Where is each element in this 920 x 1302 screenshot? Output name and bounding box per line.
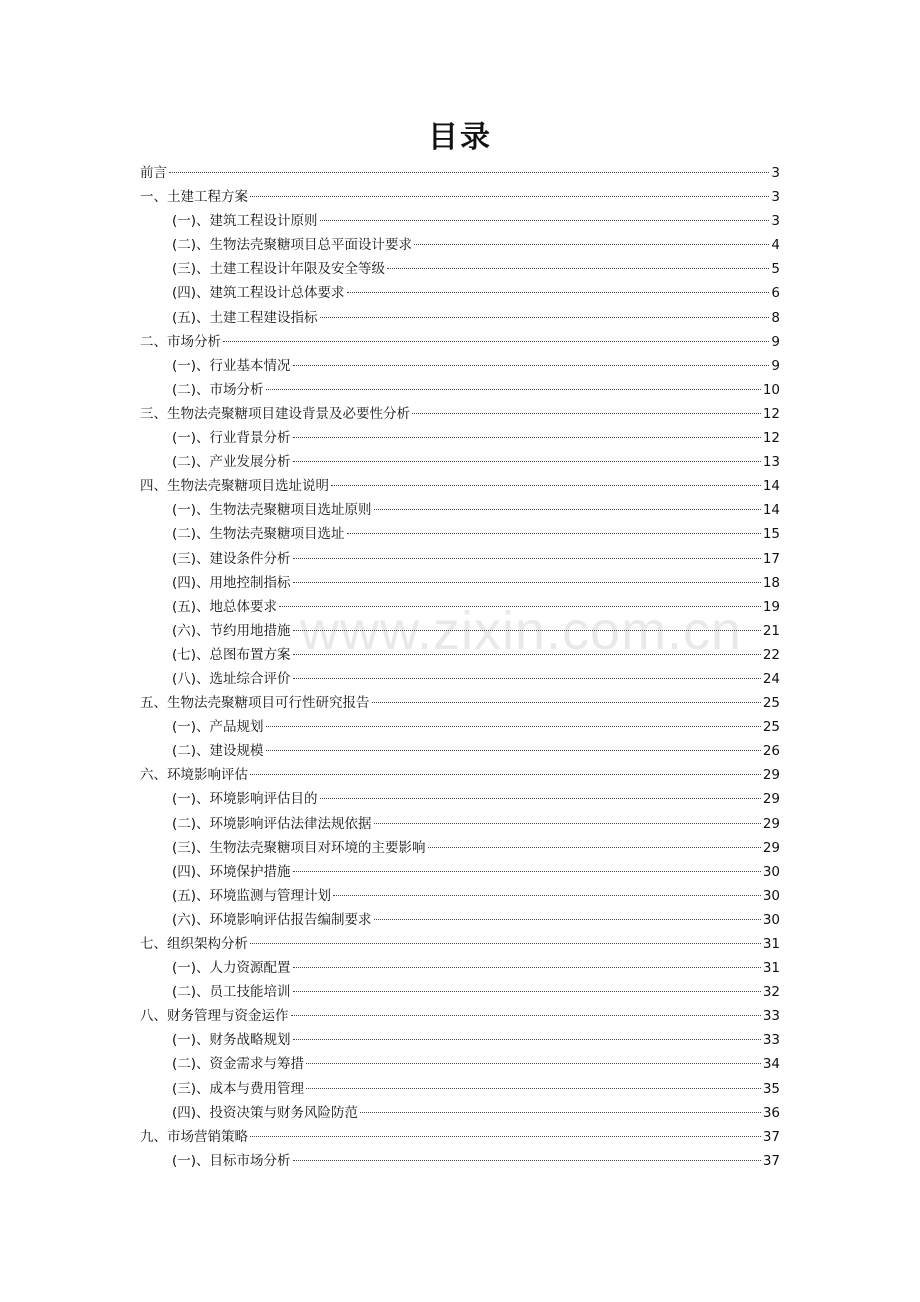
toc-chapter-entry[interactable] (140, 765, 780, 789)
toc-section-entry[interactable] (140, 235, 780, 259)
dot-leader (293, 461, 761, 462)
toc-page-number: 3 (771, 165, 780, 181)
watermark: www.zixin.com.cn (300, 601, 743, 661)
toc-entry-label: (四)、环境保护措施 (172, 863, 291, 880)
dot-leader (293, 1160, 761, 1161)
dot-leader (374, 509, 761, 510)
toc-section-entry[interactable] (140, 645, 780, 669)
dot-leader (293, 871, 761, 872)
toc-chapter-entry[interactable] (140, 332, 780, 356)
dot-leader (293, 582, 761, 583)
toc-entry-label: (三)、生物法壳聚糖项目对环境的主要影响 (172, 839, 426, 856)
dot-leader (250, 1136, 761, 1137)
toc-page-number: 33 (762, 1032, 780, 1049)
toc-section-entry[interactable] (140, 380, 780, 404)
dot-leader (293, 654, 761, 655)
toc-chapter-entry[interactable] (140, 404, 780, 428)
dot-leader (293, 437, 761, 438)
toc-entry-label: (一)、产品规划 (172, 719, 264, 736)
table-of-contents (140, 163, 780, 1175)
toc-entry-label: (五)、环境监测与管理计划 (172, 887, 332, 904)
toc-page-number: 29 (762, 815, 780, 832)
toc-section-entry[interactable] (140, 814, 780, 838)
toc-page-number: 17 (762, 550, 780, 567)
toc-section-entry[interactable] (140, 862, 780, 886)
toc-entry-label: (二)、生物法壳聚糖项目总平面设计要求 (172, 237, 413, 254)
toc-chapter-entry[interactable] (140, 1006, 780, 1030)
toc-entry-label: (二)、资金需求与筹措 (172, 1056, 305, 1073)
toc-entry-label: (六)、节约用地措施 (172, 622, 291, 639)
dot-leader (347, 292, 770, 293)
toc-page-number: 19 (762, 598, 780, 615)
toc-chapter-entry[interactable] (140, 693, 780, 717)
toc-entry-label: 八、财务管理与资金运作 (140, 1008, 289, 1025)
toc-page-number: 13 (762, 454, 780, 471)
dot-leader (320, 220, 770, 221)
dot-leader (333, 895, 761, 896)
toc-entry-label: 五、生物法壳聚糖项目可行性研究报告 (140, 695, 370, 712)
toc-entry-label: (八)、选址综合评价 (172, 670, 291, 687)
toc-page-number: 5 (771, 261, 780, 278)
toc-page-number: 14 (762, 478, 780, 495)
toc-section-entry[interactable] (140, 356, 780, 380)
toc-section-entry[interactable] (140, 910, 780, 934)
toc-chapter-entry[interactable] (140, 1127, 780, 1151)
toc-page-number: 36 (762, 1104, 780, 1121)
dot-leader (279, 606, 761, 607)
toc-entry-label: 二、市场分析 (140, 333, 221, 350)
page-title: 目录 (428, 120, 492, 155)
toc-entry-label: (二)、产业发展分析 (172, 454, 291, 471)
dot-leader (291, 1015, 761, 1016)
dot-leader (293, 991, 761, 992)
toc-entry-label: (一)、行业背景分析 (172, 430, 291, 447)
toc-entry-label: (一)、建筑工程设计原则 (172, 213, 318, 230)
dot-leader (266, 389, 761, 390)
toc-chapter-entry[interactable] (140, 934, 780, 958)
toc-section-entry[interactable] (140, 958, 780, 982)
dot-leader (306, 1063, 761, 1064)
toc-entry-label: 三、生物法壳聚糖项目建设背景及必要性分析 (140, 405, 410, 422)
toc-entry-label: 四、生物法壳聚糖项目选址说明 (140, 478, 329, 495)
toc-section-entry[interactable] (140, 669, 780, 693)
toc-page-number: 9 (771, 333, 780, 350)
toc-section-entry[interactable] (140, 717, 780, 741)
toc-chapter-entry[interactable] (140, 163, 780, 187)
toc-section-entry[interactable] (140, 283, 780, 307)
toc-section-entry[interactable] (140, 1054, 780, 1078)
toc-section-entry[interactable] (140, 741, 780, 765)
toc-section-entry[interactable] (140, 1030, 780, 1054)
toc-page-number: 15 (762, 526, 780, 543)
toc-entry-label: 前言 (140, 165, 167, 181)
toc-page-number: 6 (771, 285, 780, 302)
toc-section-entry[interactable] (140, 1103, 780, 1127)
dot-leader (374, 823, 761, 824)
toc-entry-label: (四)、投资决策与财务风险防范 (172, 1104, 359, 1121)
toc-entry-label: (一)、生物法壳聚糖项目选址原则 (172, 502, 372, 519)
toc-page-number: 14 (762, 502, 780, 519)
toc-entry-label: (二)、生物法壳聚糖项目选址 (172, 526, 345, 543)
toc-section-entry[interactable] (140, 886, 780, 910)
dot-leader (293, 558, 761, 559)
toc-section-entry[interactable] (140, 1151, 780, 1175)
toc-page-number: 25 (762, 719, 780, 736)
toc-page-number: 35 (762, 1080, 780, 1097)
toc-section-entry[interactable] (140, 308, 780, 332)
dot-leader (223, 341, 769, 342)
toc-page-number: 3 (771, 189, 780, 206)
toc-page-number: 22 (762, 646, 780, 663)
toc-page-number: 10 (762, 381, 780, 398)
toc-page-number: 24 (762, 670, 780, 687)
toc-page-number: 21 (762, 622, 780, 639)
toc-page-number: 12 (762, 405, 780, 422)
dot-leader (374, 919, 761, 920)
toc-entry-label: (一)、人力资源配置 (172, 960, 291, 977)
toc-page-number: 29 (762, 839, 780, 856)
dot-leader (372, 702, 761, 703)
dot-leader (387, 268, 769, 269)
toc-section-entry[interactable] (140, 549, 780, 573)
toc-entry-label: 一、土建工程方案 (140, 189, 248, 206)
toc-section-entry[interactable] (140, 597, 780, 621)
toc-entry-label: 六、环境影响评估 (140, 767, 248, 784)
toc-page-number: 29 (762, 767, 780, 784)
dot-leader (293, 365, 770, 366)
toc-entry-label: (五)、土建工程建设指标 (172, 309, 318, 326)
toc-page-number: 26 (762, 743, 780, 760)
toc-entry-label: (三)、土建工程设计年限及安全等级 (172, 261, 386, 278)
toc-section-entry[interactable] (140, 789, 780, 813)
toc-entry-label: (三)、建设条件分析 (172, 550, 291, 567)
dot-leader (266, 750, 761, 751)
toc-chapter-entry[interactable] (140, 187, 780, 211)
toc-page-number: 29 (762, 791, 780, 808)
dot-leader (250, 774, 761, 775)
toc-entry-label: (二)、建设规模 (172, 743, 264, 760)
toc-page-number: 25 (762, 695, 780, 712)
toc-entry-label: (二)、环境影响评估法律法规依据 (172, 815, 372, 832)
toc-entry-label: (一)、环境影响评估目的 (172, 791, 318, 808)
toc-entry-label: (五)、地总体要求 (172, 598, 278, 615)
toc-page-number: 34 (762, 1056, 780, 1073)
dot-leader (414, 244, 769, 245)
toc-entry-label: (一)、行业基本情况 (172, 357, 291, 374)
dot-leader (293, 967, 761, 968)
toc-page-number: 33 (762, 1008, 780, 1025)
dot-leader (320, 798, 761, 799)
toc-page-number: 32 (762, 984, 780, 1001)
toc-entry-label: (一)、财务战略规划 (172, 1032, 291, 1049)
toc-page-number: 3 (771, 213, 780, 230)
toc-section-entry[interactable] (140, 1079, 780, 1103)
toc-page-number: 30 (762, 887, 780, 904)
toc-page-number: 8 (771, 309, 780, 326)
toc-entry-label: 九、市场营销策略 (140, 1128, 248, 1145)
dot-leader (320, 317, 770, 318)
toc-page-number: 18 (762, 574, 780, 591)
toc-section-entry[interactable] (140, 500, 780, 524)
toc-entry-label: (四)、建筑工程设计总体要求 (172, 285, 345, 302)
dot-leader (412, 413, 761, 414)
toc-section-entry[interactable] (140, 211, 780, 235)
dot-leader (360, 1112, 761, 1113)
toc-page-number: 30 (762, 863, 780, 880)
toc-section-entry[interactable] (140, 982, 780, 1006)
dot-leader (293, 630, 761, 631)
dot-leader (428, 847, 761, 848)
toc-page-number: 30 (762, 911, 780, 928)
toc-entry-label: (七)、总图布置方案 (172, 646, 291, 663)
toc-section-entry[interactable] (140, 573, 780, 597)
toc-entry-label: (三)、成本与费用管理 (172, 1080, 305, 1097)
toc-page-number: 37 (762, 1128, 780, 1145)
toc-page-number: 31 (762, 960, 780, 977)
toc-section-entry[interactable] (140, 621, 780, 645)
dot-leader (293, 678, 761, 679)
toc-section-entry[interactable] (140, 524, 780, 548)
toc-section-entry[interactable] (140, 428, 780, 452)
toc-section-entry[interactable] (140, 838, 780, 862)
toc-page-number: 12 (762, 430, 780, 447)
toc-entry-label: (二)、市场分析 (172, 381, 264, 398)
toc-page-number: 37 (762, 1152, 780, 1169)
toc-entry-label: (四)、用地控制指标 (172, 574, 291, 591)
toc-entry-label: (一)、目标市场分析 (172, 1152, 291, 1169)
dot-leader (331, 485, 761, 486)
toc-section-entry[interactable] (140, 259, 780, 283)
dot-leader (250, 196, 769, 197)
dot-leader (250, 943, 761, 944)
toc-page-number: 31 (762, 936, 780, 952)
dot-leader (293, 1039, 761, 1040)
dot-leader (169, 172, 769, 173)
toc-page-number: 4 (771, 237, 780, 254)
dot-leader (266, 726, 761, 727)
toc-entry-label: 七、组织架构分析 (140, 936, 248, 952)
dot-leader (347, 533, 761, 534)
toc-entry-label: (二)、员工技能培训 (172, 984, 291, 1001)
dot-leader (306, 1088, 761, 1089)
toc-entry-label: (六)、环境影响评估报告编制要求 (172, 911, 372, 928)
toc-page-number: 9 (771, 357, 780, 374)
toc-chapter-entry[interactable] (140, 476, 780, 500)
toc-section-entry[interactable] (140, 452, 780, 476)
